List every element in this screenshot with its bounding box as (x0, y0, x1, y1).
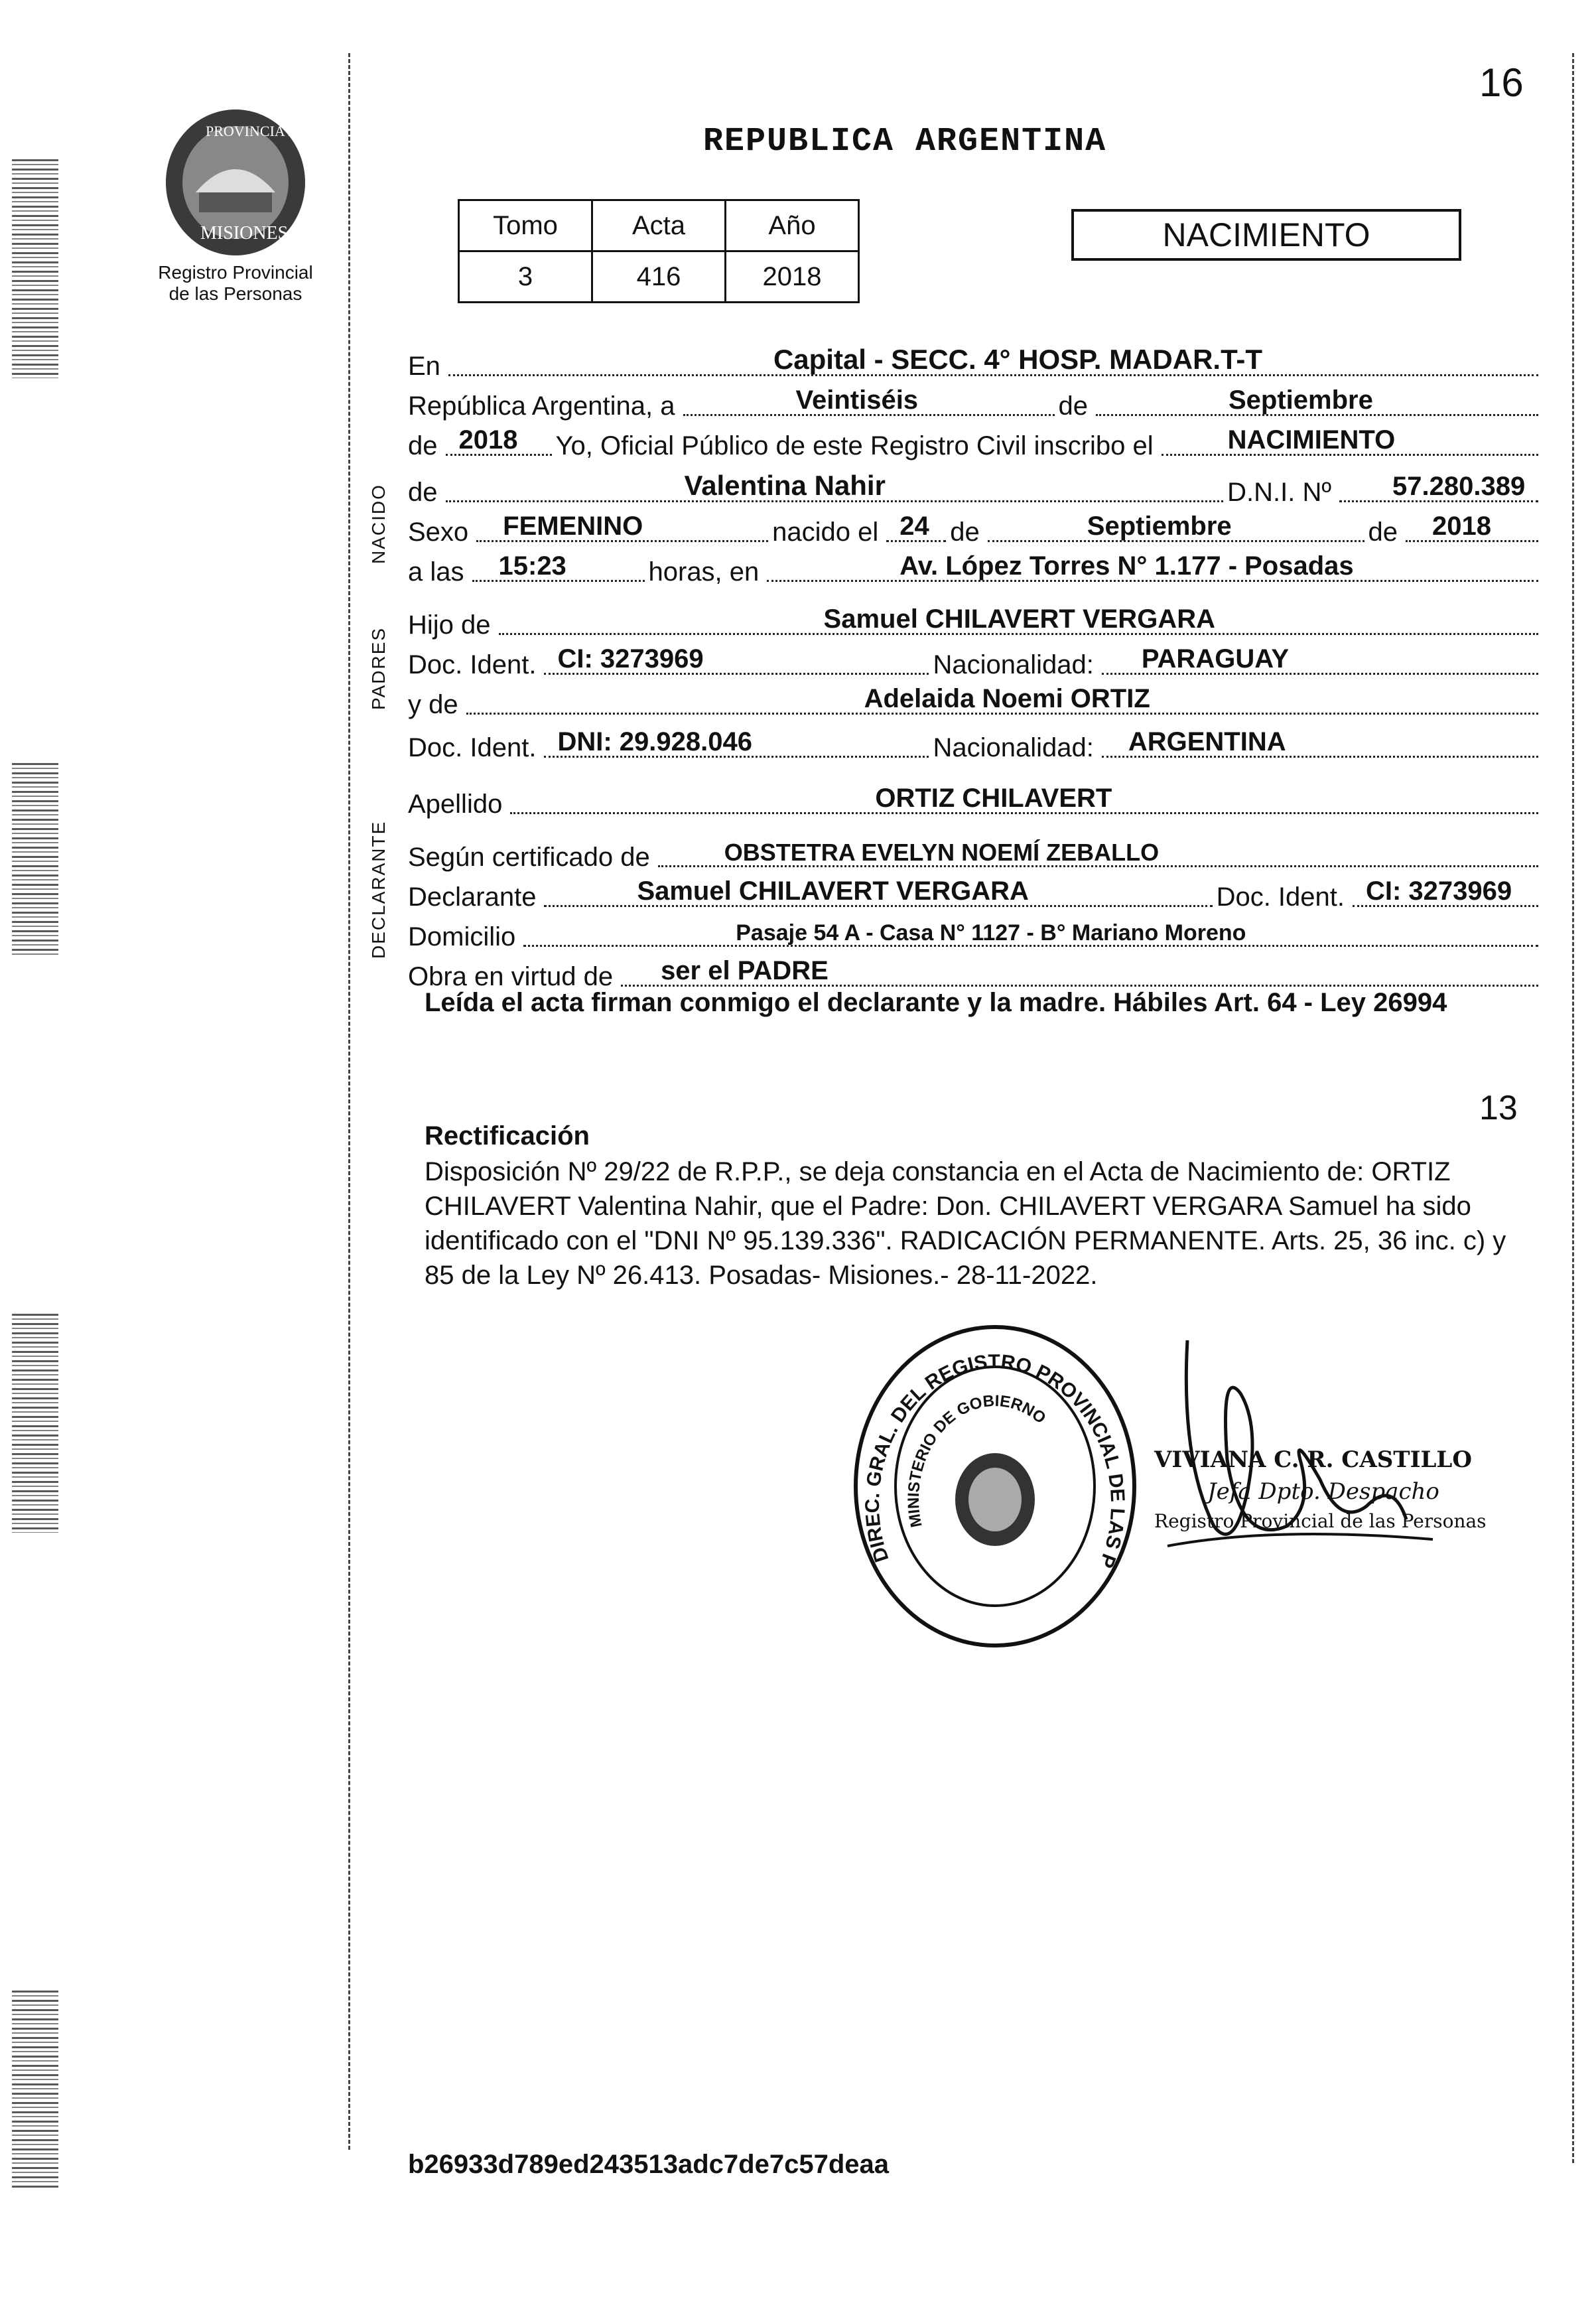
side-label-nacido: NACIDO (368, 484, 389, 564)
label-en: En (408, 352, 440, 381)
value-padre-nac: PARAGUAY (1141, 644, 1290, 673)
value-madre: Adelaida Noemi ORTIZ (864, 684, 1150, 713)
row-hijo (408, 604, 1542, 640)
row-en (408, 345, 1542, 382)
value-nac-dia: 24 (899, 512, 929, 541)
page-number: 16 (1479, 60, 1524, 105)
label-yo: Yo, Oficial Público de este Registro Civil inscribo el (555, 431, 1154, 460)
rectificacion-title: Rectificación (425, 1121, 590, 1151)
row-domicilio (408, 916, 1542, 952)
signer-title: Jefa Dpto. Despacho (1207, 1478, 1439, 1505)
label-hora: a las (408, 557, 464, 587)
logo-text-bottom: MISIONES (200, 223, 289, 244)
label-horas-en: horas, en (648, 557, 760, 587)
row-declarante (408, 876, 1542, 912)
label-nacido: nacido el (772, 518, 879, 547)
label-hijo: Hijo de (408, 610, 491, 640)
value-declarante: Samuel CHILAVERT VERGARA (637, 877, 1029, 906)
row-nombre (408, 471, 1542, 508)
value-anio: 2018 (458, 425, 518, 455)
label-doc: Doc. Ident. (408, 733, 537, 762)
row-padre-doc (408, 644, 1542, 680)
row-madre-doc (408, 727, 1542, 763)
label-obra: Obra en virtud de (408, 962, 614, 991)
value-hora: 15:23 (498, 551, 566, 581)
province-logo (159, 106, 312, 259)
row-yo (408, 425, 1542, 461)
value-sexo: FEMENINO (503, 512, 643, 541)
side-label-padres: PADRES (368, 626, 389, 710)
value-nombre: Valentina Nahir (684, 470, 886, 501)
row-madre (408, 683, 1542, 720)
side-label-declarante: DECLARANTE (368, 820, 389, 959)
left-binding-line (348, 53, 350, 2150)
row-republica (408, 385, 1542, 421)
value-anio: 2018 (726, 251, 859, 303)
scan-artifact (12, 763, 58, 955)
right-edge-line (1572, 53, 1574, 2163)
label-domicilio: Domicilio (408, 922, 516, 951)
label-doc: Doc. Ident. (408, 650, 537, 679)
label-de: de (1058, 391, 1088, 421)
value-apellido: ORTIZ CHILAVERT (875, 784, 1112, 813)
registry-line-1: Registro Provincial (158, 262, 313, 283)
value-declarante-doc: CI: 3273969 (1366, 877, 1512, 906)
rectificacion-number: 13 (1479, 1089, 1518, 1127)
rectificacion-text: Disposición Nº 29/22 de R.P.P., se deja constancia en el Acta de Nacimiento de: ORTIZ CHILAVERT Valentina Nahir, que el Padre: Don. CHILAVERT VERGARA Samuel ha sido identificado con el "DNI Nº 95.139.336". RADICACIÓN PERMANENTE. Arts. 25, 36 inc. c) y 85 de la Ley Nº 26.413. Posadas- Misiones.- 28-11-2022. (425, 1157, 1506, 1290)
scan-artifact (12, 1314, 58, 1533)
header-acta: Acta (592, 200, 726, 251)
value-nac-mes: Septiembre (1087, 512, 1232, 541)
value-dia-letras: Veintiséis (795, 386, 919, 415)
value-certificado: OBSTETRA EVELYN NOEMÍ ZEBALLO (724, 839, 1160, 866)
closing-text: Leída el acta firman conmigo el declarante y la madre. Hábiles Art. 64 - Ley 26994 (425, 988, 1447, 1017)
value-lugar-inscripcion: Capital - SECC. 4° HOSP. MADAR.T-T (773, 344, 1263, 375)
official-seal (849, 1320, 1141, 1652)
value-domicilio: Pasaje 54 A - Casa N° 1127 - B° Mariano Moreno (736, 920, 1246, 946)
row-sexo (408, 511, 1542, 547)
header-tomo: Tomo (459, 200, 592, 251)
value-padre-doc: CI: 3273969 (557, 644, 704, 673)
registry-line-2: de las Personas (168, 283, 302, 304)
row-hora (408, 551, 1542, 587)
label-dni: D.N.I. Nº (1227, 478, 1331, 507)
label-de: de (408, 478, 438, 507)
row-certificado (408, 836, 1542, 873)
tomo-acta-table (458, 199, 860, 303)
label-certificado: Según certificado de (408, 843, 650, 872)
logo-text-top: PROVINCIA DE (206, 123, 308, 139)
value-padre: Samuel CHILAVERT VERGARA (823, 604, 1215, 634)
value-madre-nac: ARGENTINA (1128, 727, 1286, 756)
row-apellido (408, 783, 1542, 819)
label-de: de (950, 518, 980, 547)
label-apellido: Apellido (408, 790, 503, 819)
signer-name: VIVIANA C. R. CASTILLO (1154, 1446, 1472, 1473)
scan-artifact (12, 159, 58, 378)
value-inscripcion: NACIMIENTO (1227, 425, 1396, 455)
value-acta: 416 (592, 251, 726, 303)
value-lugar-nacimiento: Av. López Torres N° 1.177 - Posadas (899, 551, 1354, 581)
label-declarante: Declarante (408, 882, 537, 912)
scan-artifact (12, 1991, 58, 2190)
value-tomo: 3 (459, 251, 592, 303)
label-doc: Doc. Ident. (1216, 882, 1345, 912)
registry-name (133, 262, 338, 305)
label-republica: República Argentina, a (408, 391, 675, 421)
header-anio: Año (726, 200, 859, 251)
label-de: de (408, 431, 438, 460)
value-nac-anio: 2018 (1432, 512, 1491, 541)
value-dni: 57.280.389 (1392, 472, 1526, 501)
label-sexo: Sexo (408, 518, 469, 547)
signer-office: Registro Provincial de las Personas (1154, 1510, 1487, 1532)
label-nacionalidad: Nacionalidad: (933, 733, 1094, 762)
label-nacionalidad: Nacionalidad: (933, 650, 1094, 679)
value-madre-doc: DNI: 29.928.046 (557, 727, 752, 756)
value-mes: Septiembre (1229, 386, 1373, 415)
label-de: de (1368, 518, 1398, 547)
seal-inner-text: MINISTERIO DE GOBIERNO (904, 1391, 1049, 1529)
label-yde: y de (408, 690, 458, 719)
doc-type-box: NACIMIENTO (1071, 209, 1461, 261)
document-hash: b26933d789ed243513adc7de7c57deaa (408, 2150, 889, 2179)
value-obra: ser el PADRE (661, 956, 829, 985)
country-title: REPUBLICA ARGENTINA (703, 123, 1107, 161)
seal-outer-text: DIREC. GRAL. DEL REGISTRO PROVINCIAL DE LAS P (861, 1350, 1129, 1571)
